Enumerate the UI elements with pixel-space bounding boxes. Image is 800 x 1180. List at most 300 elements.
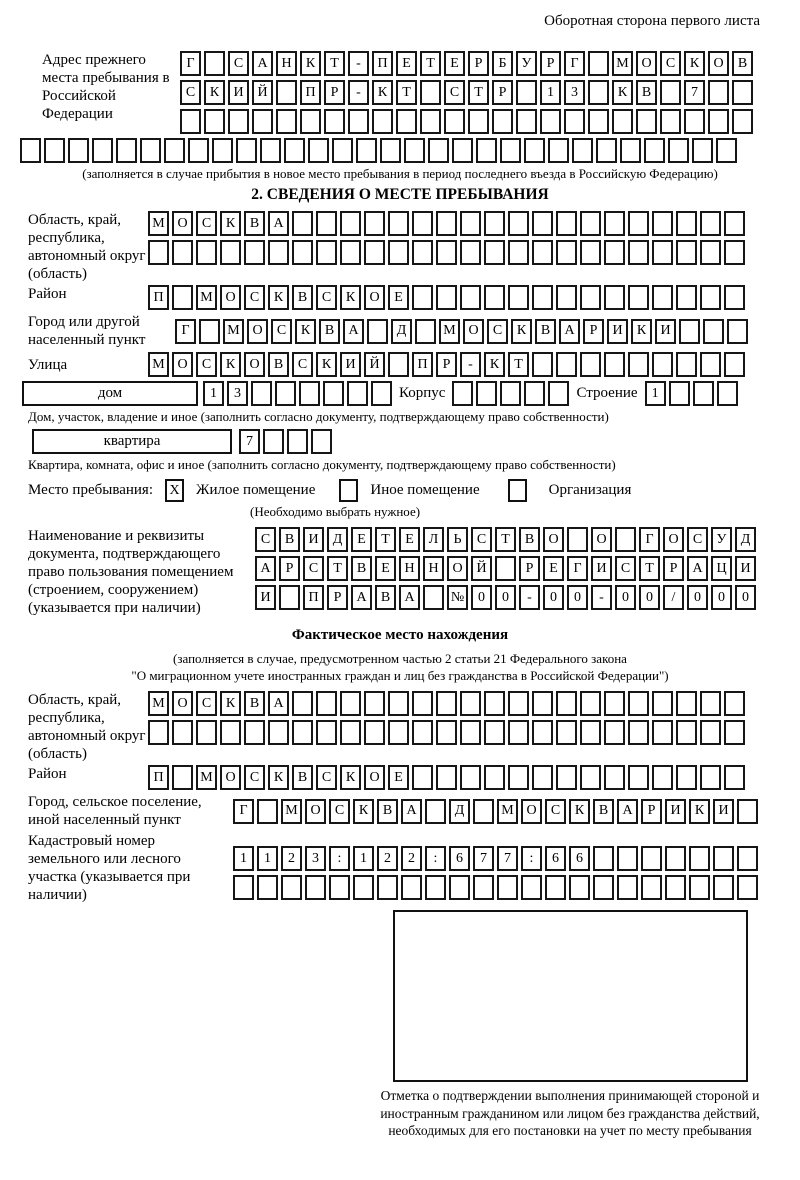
char-cell[interactable]: В bbox=[279, 527, 300, 552]
char-cell[interactable] bbox=[604, 211, 625, 236]
stay-type-checkbox-organization[interactable] bbox=[508, 479, 527, 502]
char-cell[interactable] bbox=[484, 765, 505, 790]
char-cell[interactable]: М bbox=[612, 51, 633, 76]
char-cell[interactable] bbox=[388, 691, 409, 716]
char-cell[interactable]: С bbox=[660, 51, 681, 76]
char-cell[interactable]: С bbox=[244, 765, 265, 790]
char-cell[interactable] bbox=[652, 720, 673, 745]
char-cell[interactable] bbox=[713, 846, 734, 871]
char-cell[interactable]: И bbox=[655, 319, 676, 344]
char-cell[interactable]: К bbox=[316, 352, 337, 377]
char-cell[interactable]: С bbox=[196, 691, 217, 716]
char-cell[interactable] bbox=[316, 691, 337, 716]
char-cell[interactable]: О bbox=[172, 691, 193, 716]
char-cell[interactable] bbox=[676, 211, 697, 236]
char-cell[interactable]: - bbox=[591, 585, 612, 610]
char-cell[interactable]: П bbox=[300, 80, 321, 105]
char-cell[interactable]: О bbox=[364, 765, 385, 790]
char-cell[interactable] bbox=[476, 381, 497, 406]
char-cell[interactable] bbox=[532, 285, 553, 310]
char-cell[interactable] bbox=[251, 381, 272, 406]
char-cell[interactable]: 6 bbox=[569, 846, 590, 871]
char-cell[interactable] bbox=[641, 875, 662, 900]
char-cell[interactable]: К bbox=[340, 765, 361, 790]
char-cell[interactable] bbox=[604, 240, 625, 265]
char-cell[interactable]: Г bbox=[180, 51, 201, 76]
char-cell[interactable]: 0 bbox=[639, 585, 660, 610]
char-cell[interactable]: А bbox=[268, 211, 289, 236]
char-cell[interactable] bbox=[340, 240, 361, 265]
char-cell[interactable] bbox=[401, 875, 422, 900]
char-cell[interactable]: О bbox=[220, 285, 241, 310]
char-cell[interactable] bbox=[172, 765, 193, 790]
char-cell[interactable] bbox=[548, 381, 569, 406]
char-cell[interactable] bbox=[236, 138, 257, 163]
char-cell[interactable] bbox=[615, 527, 636, 552]
char-cell[interactable]: Р bbox=[492, 80, 513, 105]
char-cell[interactable]: 2 bbox=[281, 846, 302, 871]
char-cell[interactable] bbox=[212, 138, 233, 163]
char-cell[interactable] bbox=[724, 285, 745, 310]
char-cell[interactable]: М bbox=[223, 319, 244, 344]
char-cell[interactable]: Д bbox=[735, 527, 756, 552]
char-cell[interactable]: А bbox=[401, 799, 422, 824]
char-cell[interactable]: 0 bbox=[687, 585, 708, 610]
char-cell[interactable] bbox=[260, 138, 281, 163]
char-cell[interactable] bbox=[388, 211, 409, 236]
char-cell[interactable] bbox=[460, 240, 481, 265]
char-cell[interactable]: С bbox=[687, 527, 708, 552]
char-cell[interactable] bbox=[713, 875, 734, 900]
char-cell[interactable]: О bbox=[636, 51, 657, 76]
char-cell[interactable] bbox=[460, 720, 481, 745]
char-cell[interactable] bbox=[460, 285, 481, 310]
char-cell[interactable]: П bbox=[412, 352, 433, 377]
char-cell[interactable] bbox=[484, 691, 505, 716]
char-cell[interactable]: М bbox=[196, 285, 217, 310]
char-cell[interactable]: В bbox=[732, 51, 753, 76]
char-cell[interactable] bbox=[356, 138, 377, 163]
char-cell[interactable]: И bbox=[713, 799, 734, 824]
char-cell[interactable] bbox=[564, 109, 585, 134]
char-cell[interactable] bbox=[700, 765, 721, 790]
char-cell[interactable]: Ь bbox=[447, 527, 468, 552]
char-cell[interactable] bbox=[508, 765, 529, 790]
char-cell[interactable] bbox=[580, 691, 601, 716]
char-cell[interactable]: В bbox=[351, 556, 372, 581]
char-cell[interactable] bbox=[324, 109, 345, 134]
char-cell[interactable]: С bbox=[292, 352, 313, 377]
char-cell[interactable] bbox=[652, 691, 673, 716]
char-cell[interactable]: М bbox=[497, 799, 518, 824]
char-cell[interactable] bbox=[140, 138, 161, 163]
char-cell[interactable]: / bbox=[663, 585, 684, 610]
char-cell[interactable] bbox=[700, 720, 721, 745]
char-cell[interactable] bbox=[311, 429, 332, 454]
char-cell[interactable] bbox=[329, 875, 350, 900]
char-cell[interactable]: - bbox=[460, 352, 481, 377]
char-cell[interactable] bbox=[44, 138, 65, 163]
char-cell[interactable] bbox=[364, 240, 385, 265]
char-cell[interactable]: С bbox=[316, 765, 337, 790]
char-cell[interactable] bbox=[377, 875, 398, 900]
char-cell[interactable] bbox=[257, 875, 278, 900]
char-cell[interactable]: А bbox=[255, 556, 276, 581]
char-cell[interactable]: У bbox=[711, 527, 732, 552]
char-cell[interactable]: 0 bbox=[471, 585, 492, 610]
char-cell[interactable] bbox=[276, 80, 297, 105]
char-cell[interactable] bbox=[679, 319, 700, 344]
char-cell[interactable] bbox=[371, 381, 392, 406]
char-cell[interactable] bbox=[460, 691, 481, 716]
char-cell[interactable] bbox=[556, 352, 577, 377]
char-cell[interactable]: К bbox=[631, 319, 652, 344]
char-cell[interactable] bbox=[676, 720, 697, 745]
char-cell[interactable] bbox=[425, 875, 446, 900]
char-cell[interactable]: Р bbox=[641, 799, 662, 824]
char-cell[interactable]: 0 bbox=[567, 585, 588, 610]
char-cell[interactable]: А bbox=[343, 319, 364, 344]
char-cell[interactable]: Ц bbox=[711, 556, 732, 581]
char-cell[interactable]: 1 bbox=[257, 846, 278, 871]
char-cell[interactable] bbox=[652, 285, 673, 310]
char-cell[interactable] bbox=[428, 138, 449, 163]
char-cell[interactable]: : bbox=[521, 846, 542, 871]
char-cell[interactable]: И bbox=[303, 527, 324, 552]
char-cell[interactable] bbox=[92, 138, 113, 163]
char-cell[interactable] bbox=[347, 381, 368, 406]
char-cell[interactable]: П bbox=[148, 765, 169, 790]
char-cell[interactable] bbox=[199, 319, 220, 344]
char-cell[interactable] bbox=[508, 211, 529, 236]
char-cell[interactable]: С bbox=[180, 80, 201, 105]
char-cell[interactable] bbox=[652, 765, 673, 790]
char-cell[interactable] bbox=[412, 720, 433, 745]
char-cell[interactable]: Л bbox=[423, 527, 444, 552]
char-cell[interactable] bbox=[588, 51, 609, 76]
char-cell[interactable]: 6 bbox=[545, 846, 566, 871]
char-cell[interactable]: С bbox=[303, 556, 324, 581]
char-cell[interactable]: 3 bbox=[227, 381, 248, 406]
char-cell[interactable] bbox=[516, 80, 537, 105]
char-cell[interactable]: 0 bbox=[543, 585, 564, 610]
char-cell[interactable]: О bbox=[172, 211, 193, 236]
char-cell[interactable]: 7 bbox=[684, 80, 705, 105]
char-cell[interactable] bbox=[700, 240, 721, 265]
char-cell[interactable] bbox=[737, 799, 758, 824]
char-cell[interactable] bbox=[508, 240, 529, 265]
char-cell[interactable]: О bbox=[247, 319, 268, 344]
char-cell[interactable]: Р bbox=[583, 319, 604, 344]
char-cell[interactable] bbox=[500, 138, 521, 163]
char-cell[interactable] bbox=[628, 691, 649, 716]
char-cell[interactable]: Т bbox=[324, 51, 345, 76]
char-cell[interactable] bbox=[689, 846, 710, 871]
char-cell[interactable]: Т bbox=[375, 527, 396, 552]
house-type-box[interactable]: дом bbox=[22, 381, 198, 406]
char-cell[interactable]: С bbox=[316, 285, 337, 310]
char-cell[interactable] bbox=[473, 799, 494, 824]
char-cell[interactable]: № bbox=[447, 585, 468, 610]
char-cell[interactable]: Г bbox=[233, 799, 254, 824]
char-cell[interactable]: 0 bbox=[711, 585, 732, 610]
char-cell[interactable] bbox=[604, 720, 625, 745]
char-cell[interactable] bbox=[604, 765, 625, 790]
char-cell[interactable] bbox=[612, 109, 633, 134]
char-cell[interactable] bbox=[332, 138, 353, 163]
char-cell[interactable] bbox=[233, 875, 254, 900]
char-cell[interactable] bbox=[340, 691, 361, 716]
char-cell[interactable] bbox=[556, 720, 577, 745]
char-cell[interactable] bbox=[516, 109, 537, 134]
char-cell[interactable] bbox=[732, 109, 753, 134]
char-cell[interactable] bbox=[700, 285, 721, 310]
char-cell[interactable]: Е bbox=[388, 765, 409, 790]
char-cell[interactable] bbox=[716, 138, 737, 163]
char-cell[interactable] bbox=[436, 240, 457, 265]
char-cell[interactable] bbox=[700, 352, 721, 377]
char-cell[interactable]: - bbox=[348, 51, 369, 76]
char-cell[interactable] bbox=[604, 285, 625, 310]
char-cell[interactable] bbox=[580, 211, 601, 236]
char-cell[interactable] bbox=[228, 109, 249, 134]
char-cell[interactable] bbox=[497, 875, 518, 900]
char-cell[interactable]: 3 bbox=[305, 846, 326, 871]
char-cell[interactable] bbox=[380, 138, 401, 163]
char-cell[interactable] bbox=[652, 352, 673, 377]
char-cell[interactable]: В bbox=[244, 211, 265, 236]
char-cell[interactable] bbox=[628, 211, 649, 236]
char-cell[interactable]: В bbox=[593, 799, 614, 824]
char-cell[interactable] bbox=[276, 109, 297, 134]
char-cell[interactable] bbox=[521, 875, 542, 900]
char-cell[interactable]: К bbox=[569, 799, 590, 824]
char-cell[interactable]: 6 bbox=[449, 846, 470, 871]
char-cell[interactable] bbox=[180, 109, 201, 134]
char-cell[interactable] bbox=[540, 109, 561, 134]
char-cell[interactable] bbox=[628, 765, 649, 790]
char-cell[interactable] bbox=[668, 138, 689, 163]
char-cell[interactable] bbox=[532, 765, 553, 790]
char-cell[interactable] bbox=[444, 109, 465, 134]
char-cell[interactable] bbox=[593, 846, 614, 871]
char-cell[interactable]: В bbox=[244, 691, 265, 716]
char-cell[interactable] bbox=[484, 720, 505, 745]
char-cell[interactable] bbox=[404, 138, 425, 163]
char-cell[interactable]: С bbox=[255, 527, 276, 552]
char-cell[interactable]: - bbox=[348, 80, 369, 105]
char-cell[interactable]: С bbox=[444, 80, 465, 105]
char-cell[interactable] bbox=[508, 285, 529, 310]
char-cell[interactable] bbox=[700, 691, 721, 716]
char-cell[interactable] bbox=[460, 211, 481, 236]
char-cell[interactable] bbox=[617, 846, 638, 871]
char-cell[interactable] bbox=[556, 691, 577, 716]
char-cell[interactable] bbox=[449, 875, 470, 900]
char-cell[interactable] bbox=[556, 765, 577, 790]
char-cell[interactable] bbox=[452, 381, 473, 406]
char-cell[interactable]: Р bbox=[468, 51, 489, 76]
char-cell[interactable] bbox=[476, 138, 497, 163]
char-cell[interactable]: К bbox=[372, 80, 393, 105]
char-cell[interactable] bbox=[724, 691, 745, 716]
char-cell[interactable] bbox=[580, 765, 601, 790]
char-cell[interactable] bbox=[396, 109, 417, 134]
char-cell[interactable]: 7 bbox=[473, 846, 494, 871]
char-cell[interactable] bbox=[340, 720, 361, 745]
char-cell[interactable]: Е bbox=[351, 527, 372, 552]
char-cell[interactable] bbox=[628, 720, 649, 745]
char-cell[interactable] bbox=[676, 691, 697, 716]
char-cell[interactable]: И bbox=[607, 319, 628, 344]
char-cell[interactable]: П bbox=[148, 285, 169, 310]
char-cell[interactable] bbox=[641, 846, 662, 871]
char-cell[interactable] bbox=[532, 720, 553, 745]
char-cell[interactable]: Т bbox=[468, 80, 489, 105]
char-cell[interactable] bbox=[412, 691, 433, 716]
char-cell[interactable] bbox=[372, 109, 393, 134]
char-cell[interactable] bbox=[468, 109, 489, 134]
char-cell[interactable] bbox=[580, 240, 601, 265]
char-cell[interactable]: М bbox=[439, 319, 460, 344]
char-cell[interactable] bbox=[364, 691, 385, 716]
char-cell[interactable]: О bbox=[591, 527, 612, 552]
char-cell[interactable]: Н bbox=[423, 556, 444, 581]
char-cell[interactable] bbox=[604, 691, 625, 716]
char-cell[interactable] bbox=[628, 352, 649, 377]
char-cell[interactable]: Т bbox=[495, 527, 516, 552]
char-cell[interactable]: - bbox=[519, 585, 540, 610]
char-cell[interactable] bbox=[660, 80, 681, 105]
char-cell[interactable]: А bbox=[351, 585, 372, 610]
char-cell[interactable]: О bbox=[447, 556, 468, 581]
char-cell[interactable] bbox=[500, 381, 521, 406]
char-cell[interactable] bbox=[353, 875, 374, 900]
char-cell[interactable]: М bbox=[148, 211, 169, 236]
char-cell[interactable] bbox=[364, 720, 385, 745]
char-cell[interactable]: С bbox=[329, 799, 350, 824]
char-cell[interactable] bbox=[204, 109, 225, 134]
char-cell[interactable]: 1 bbox=[233, 846, 254, 871]
char-cell[interactable]: 1 bbox=[645, 381, 666, 406]
char-cell[interactable]: П bbox=[303, 585, 324, 610]
char-cell[interactable] bbox=[484, 240, 505, 265]
char-cell[interactable] bbox=[724, 240, 745, 265]
char-cell[interactable] bbox=[412, 211, 433, 236]
char-cell[interactable]: Р bbox=[663, 556, 684, 581]
char-cell[interactable] bbox=[596, 138, 617, 163]
char-cell[interactable]: К bbox=[220, 211, 241, 236]
char-cell[interactable] bbox=[263, 429, 284, 454]
apartment-type-box[interactable]: квартира bbox=[32, 429, 232, 454]
char-cell[interactable]: Б bbox=[492, 51, 513, 76]
char-cell[interactable] bbox=[532, 211, 553, 236]
char-cell[interactable]: Н bbox=[399, 556, 420, 581]
char-cell[interactable]: Й bbox=[252, 80, 273, 105]
char-cell[interactable]: Е bbox=[444, 51, 465, 76]
char-cell[interactable] bbox=[569, 875, 590, 900]
char-cell[interactable]: К bbox=[484, 352, 505, 377]
char-cell[interactable]: Т bbox=[420, 51, 441, 76]
char-cell[interactable] bbox=[452, 138, 473, 163]
char-cell[interactable] bbox=[567, 527, 588, 552]
char-cell[interactable] bbox=[292, 211, 313, 236]
char-cell[interactable] bbox=[556, 211, 577, 236]
char-cell[interactable]: В bbox=[519, 527, 540, 552]
char-cell[interactable] bbox=[425, 799, 446, 824]
char-cell[interactable]: К bbox=[511, 319, 532, 344]
char-cell[interactable] bbox=[484, 285, 505, 310]
char-cell[interactable]: К bbox=[220, 691, 241, 716]
char-cell[interactable] bbox=[415, 319, 436, 344]
char-cell[interactable] bbox=[436, 285, 457, 310]
char-cell[interactable] bbox=[676, 285, 697, 310]
char-cell[interactable]: В bbox=[292, 765, 313, 790]
char-cell[interactable] bbox=[652, 240, 673, 265]
char-cell[interactable] bbox=[660, 109, 681, 134]
char-cell[interactable]: К bbox=[268, 285, 289, 310]
char-cell[interactable]: К bbox=[204, 80, 225, 105]
char-cell[interactable]: Н bbox=[276, 51, 297, 76]
char-cell[interactable] bbox=[717, 381, 738, 406]
char-cell[interactable] bbox=[684, 109, 705, 134]
char-cell[interactable]: Р bbox=[279, 556, 300, 581]
char-cell[interactable] bbox=[524, 138, 545, 163]
char-cell[interactable] bbox=[281, 875, 302, 900]
char-cell[interactable] bbox=[556, 285, 577, 310]
char-cell[interactable] bbox=[367, 319, 388, 344]
char-cell[interactable] bbox=[196, 720, 217, 745]
char-cell[interactable]: С bbox=[244, 285, 265, 310]
char-cell[interactable] bbox=[700, 211, 721, 236]
char-cell[interactable]: Й bbox=[364, 352, 385, 377]
char-cell[interactable] bbox=[252, 109, 273, 134]
char-cell[interactable] bbox=[724, 765, 745, 790]
char-cell[interactable]: Р bbox=[436, 352, 457, 377]
char-cell[interactable] bbox=[68, 138, 89, 163]
char-cell[interactable] bbox=[340, 211, 361, 236]
char-cell[interactable]: : bbox=[425, 846, 446, 871]
char-cell[interactable]: А bbox=[687, 556, 708, 581]
char-cell[interactable] bbox=[257, 799, 278, 824]
char-cell[interactable] bbox=[220, 720, 241, 745]
char-cell[interactable] bbox=[308, 138, 329, 163]
char-cell[interactable] bbox=[708, 80, 729, 105]
char-cell[interactable] bbox=[287, 429, 308, 454]
char-cell[interactable] bbox=[588, 80, 609, 105]
char-cell[interactable]: 0 bbox=[735, 585, 756, 610]
char-cell[interactable] bbox=[508, 720, 529, 745]
char-cell[interactable] bbox=[572, 138, 593, 163]
char-cell[interactable] bbox=[172, 240, 193, 265]
char-cell[interactable] bbox=[204, 51, 225, 76]
char-cell[interactable] bbox=[196, 240, 217, 265]
char-cell[interactable]: О bbox=[521, 799, 542, 824]
char-cell[interactable]: 2 bbox=[377, 846, 398, 871]
char-cell[interactable] bbox=[268, 240, 289, 265]
char-cell[interactable]: С bbox=[271, 319, 292, 344]
char-cell[interactable]: С bbox=[545, 799, 566, 824]
char-cell[interactable] bbox=[620, 138, 641, 163]
char-cell[interactable]: О bbox=[220, 765, 241, 790]
char-cell[interactable] bbox=[323, 381, 344, 406]
char-cell[interactable]: : bbox=[329, 846, 350, 871]
char-cell[interactable] bbox=[545, 875, 566, 900]
char-cell[interactable]: А bbox=[559, 319, 580, 344]
char-cell[interactable] bbox=[316, 211, 337, 236]
char-cell[interactable]: И bbox=[665, 799, 686, 824]
char-cell[interactable]: В bbox=[292, 285, 313, 310]
